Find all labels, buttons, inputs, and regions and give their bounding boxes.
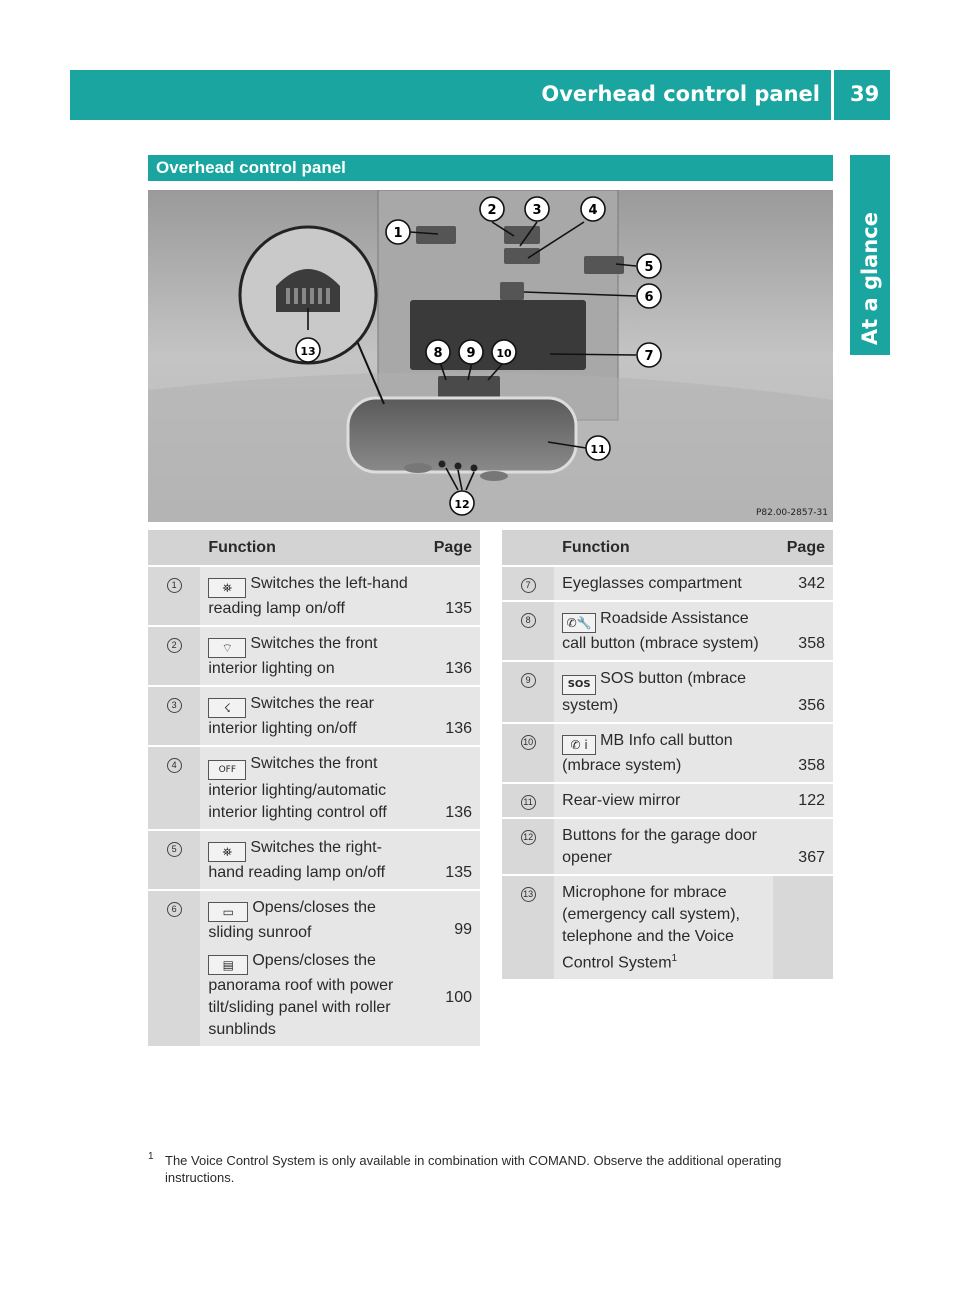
left-lamp-switch <box>416 226 456 244</box>
table-row <box>148 626 480 686</box>
row-page: 99 <box>454 921 472 938</box>
figure-code: P82.00-2857-31 <box>755 508 828 518</box>
row-number: 10 <box>521 735 536 750</box>
mirror-sensor-right <box>480 471 508 481</box>
row-function-text: Microphone for mbrace (emergency call system), telephone and the Voice Control System <box>562 884 740 972</box>
row-function-text: Opens/closes the sliding sunroof <box>208 899 376 941</box>
mirror-sensor-left <box>404 463 432 473</box>
page-number: 39 <box>850 82 880 106</box>
row-number: 11 <box>521 795 536 810</box>
garage-button <box>455 463 462 470</box>
row-number: 8 <box>521 613 536 628</box>
row-page: 135 <box>420 566 480 626</box>
row-function-text: Buttons for the garage door opener <box>554 818 773 875</box>
row-page <box>773 875 833 980</box>
callout-13: 13 <box>300 345 316 358</box>
side-tab-label: At a glance <box>858 211 882 345</box>
row-function-text: Switches the front interior lighting/automatic interior lighting control off <box>208 755 387 821</box>
row-number: 13 <box>521 887 536 902</box>
front-interior-light-icon: ⌔ <box>208 638 246 658</box>
callout-4: 4 <box>588 203 598 218</box>
table-header-function: Function <box>200 530 419 566</box>
center-switch-bottom <box>504 248 540 264</box>
table-row <box>502 566 833 601</box>
callout-5: 5 <box>644 260 654 275</box>
row-function-text: Switches the left-hand reading lamp on/off <box>208 575 408 617</box>
row-function-text: MB Info call button (mbrace system) <box>562 732 733 774</box>
footnote-mark: 1 <box>148 1151 154 1162</box>
row-number: 9 <box>521 673 536 688</box>
row-page: 356 <box>773 661 833 723</box>
row-page: 367 <box>773 818 833 875</box>
rear-view-mirror <box>348 398 576 472</box>
callout-10: 10 <box>496 347 512 360</box>
reading-lamp-right-icon: ⛯ <box>208 842 246 862</box>
row-function-text: Switches the rear interior lighting on/off <box>208 695 374 737</box>
row-function-text-2: Opens/closes the panorama roof with power tilt/sliding panel with roller sunblinds <box>208 952 394 1038</box>
header-title: Overhead control panel <box>541 82 820 106</box>
table-header-page: Page <box>773 530 833 566</box>
row-number: 6 <box>167 902 182 917</box>
overhead-panel-illustration <box>148 190 833 522</box>
row-function-text: Eyeglasses compartment <box>554 566 773 601</box>
table-row <box>502 601 833 661</box>
reading-lamp-left-icon: ⛯ <box>208 578 246 598</box>
row-page: 342 <box>773 566 833 601</box>
table-row <box>148 566 480 626</box>
table-row <box>502 723 833 783</box>
row-number: 7 <box>521 578 536 593</box>
table-row <box>502 875 833 980</box>
table-row <box>148 746 480 830</box>
interior-light-off-icon: OFF <box>208 760 246 780</box>
row-number: 2 <box>167 638 182 653</box>
callout-11: 11 <box>590 443 606 456</box>
garage-button <box>471 465 478 472</box>
row-page: 358 <box>773 723 833 783</box>
table-row <box>148 890 480 1047</box>
table-row <box>502 783 833 818</box>
table-row <box>502 818 833 875</box>
footnote <box>148 1152 838 1186</box>
row-page: 136 <box>420 686 480 746</box>
footnote-ref: 1 <box>671 953 678 964</box>
callout-6: 6 <box>644 290 654 305</box>
callout-3: 3 <box>532 203 542 218</box>
table-header-function: Function <box>554 530 773 566</box>
section-title: Overhead control panel <box>156 158 346 177</box>
row-function-text: Switches the front interior lighting on <box>208 635 378 677</box>
rear-interior-light-icon: ☇ <box>208 698 246 718</box>
panorama-roof-icon: ▤ <box>208 955 248 975</box>
info-call-icon: ✆ i <box>562 735 596 755</box>
sliding-sunroof-icon: ▭ <box>208 902 248 922</box>
callout-12: 12 <box>454 498 470 511</box>
row-function-text: Switches the right-hand reading lamp on/off <box>208 839 386 881</box>
mbrace-buttons <box>438 376 500 398</box>
row-page: 135 <box>420 830 480 890</box>
table-header-page: Page <box>420 530 480 566</box>
sos-icon: SOS <box>562 675 596 695</box>
callout-8: 8 <box>433 346 443 361</box>
row-number: 5 <box>167 842 182 857</box>
function-table-right <box>502 530 833 981</box>
callout-9: 9 <box>466 346 476 361</box>
row-page: 136 <box>420 626 480 686</box>
callout-1: 1 <box>393 226 403 241</box>
table-header-num <box>502 530 554 566</box>
overhead-panel-figure <box>148 190 833 522</box>
row-function-text: Rear-view mirror <box>554 783 773 818</box>
table-row <box>148 686 480 746</box>
callout-7: 7 <box>644 349 654 364</box>
function-table-left <box>148 530 480 1048</box>
sunroof-switch <box>500 282 524 300</box>
row-number: 3 <box>167 698 182 713</box>
footnote-text: The Voice Control System is only available in combination with COMAND. Observe the additional operating instructions. <box>165 1153 782 1185</box>
row-page: 358 <box>773 601 833 661</box>
page-header <box>70 70 890 120</box>
center-switch-top <box>504 226 540 244</box>
row-function-text: Roadside Assistance call button (mbrace system) <box>562 610 759 652</box>
table-row <box>502 661 833 723</box>
row-page: 122 <box>773 783 833 818</box>
row-number: 1 <box>167 578 182 593</box>
row-number: 12 <box>521 830 536 845</box>
row-number: 4 <box>167 758 182 773</box>
table-header-row <box>148 530 480 566</box>
section-title-bar <box>148 155 833 181</box>
table-header-num <box>148 530 200 566</box>
row-page: 136 <box>420 746 480 830</box>
side-tab-label-box <box>850 155 890 345</box>
row-page-2: 100 <box>445 989 472 1006</box>
table-row <box>148 830 480 890</box>
table-header-row <box>502 530 833 566</box>
callout-2: 2 <box>487 203 497 218</box>
header-divider <box>831 70 834 120</box>
roadside-assistance-icon: ✆🔧 <box>562 613 596 633</box>
garage-button <box>439 461 446 468</box>
row-function-text: SOS button (mbrace system) <box>562 670 746 714</box>
